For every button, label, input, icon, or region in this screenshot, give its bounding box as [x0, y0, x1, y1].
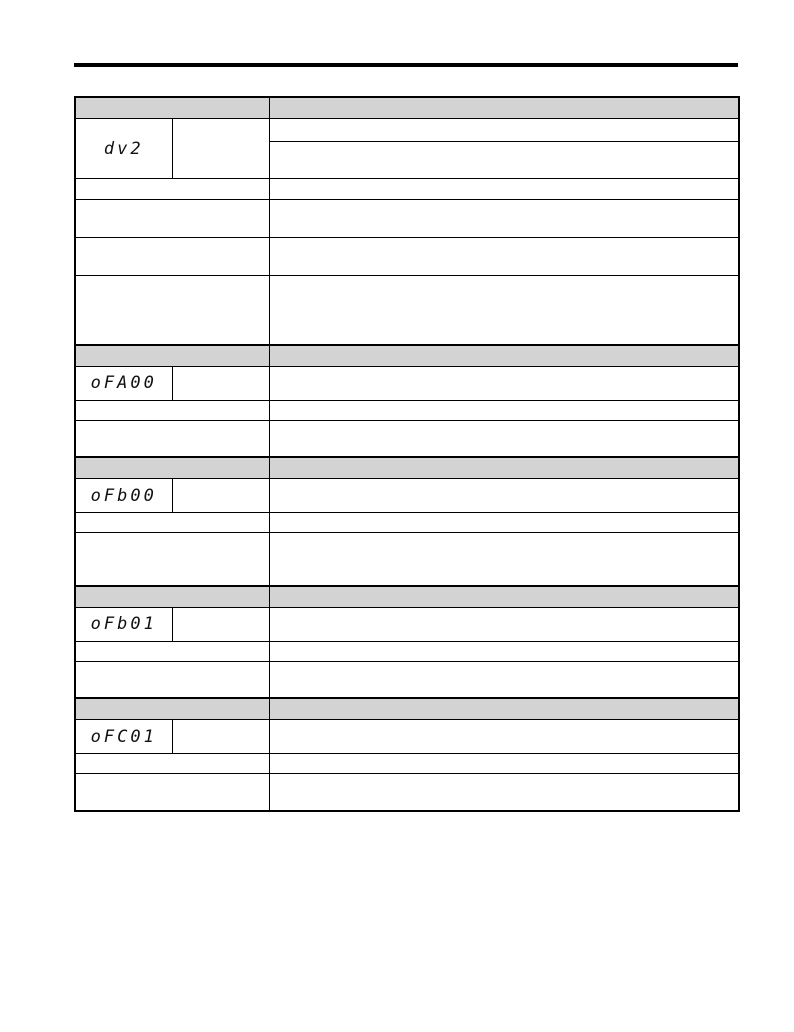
table-row	[75, 119, 739, 142]
display-code-cell	[75, 479, 172, 513]
display-code: oFA00	[90, 373, 157, 393]
code-label-cell	[172, 607, 269, 641]
display-code-cell	[75, 607, 172, 641]
table-row	[75, 366, 739, 400]
display-code: oFC01	[90, 726, 157, 747]
table-row	[75, 400, 739, 420]
section-header	[75, 698, 739, 720]
fault-table	[74, 96, 738, 812]
table-row	[75, 607, 739, 641]
table-row	[75, 533, 739, 586]
display-code-cell	[75, 366, 172, 400]
code-label-cell	[172, 720, 269, 754]
display-code-cell	[75, 119, 172, 179]
section-header	[75, 97, 739, 119]
display-code: oFb00	[90, 485, 157, 506]
table-row	[75, 479, 739, 513]
table-row	[75, 641, 739, 661]
table-row	[75, 238, 739, 276]
table-row	[75, 774, 739, 811]
code-label-cell	[172, 366, 269, 400]
table-row	[75, 513, 739, 533]
display-code: dv2	[103, 138, 144, 159]
table-row	[75, 720, 739, 754]
table-row	[75, 420, 739, 457]
section-header	[75, 457, 739, 479]
table-row	[75, 661, 739, 698]
code-label-cell	[172, 479, 269, 513]
top-rule	[74, 63, 738, 67]
display-code: oFb01	[90, 614, 157, 634]
table-row	[75, 200, 739, 238]
fault-table-grid	[74, 96, 740, 812]
code-label-cell	[172, 119, 269, 179]
section-header	[75, 586, 739, 608]
table-row	[75, 754, 739, 774]
table-row	[75, 276, 739, 345]
table-row	[75, 179, 739, 200]
display-code-cell	[75, 720, 172, 754]
section-header	[75, 345, 739, 367]
